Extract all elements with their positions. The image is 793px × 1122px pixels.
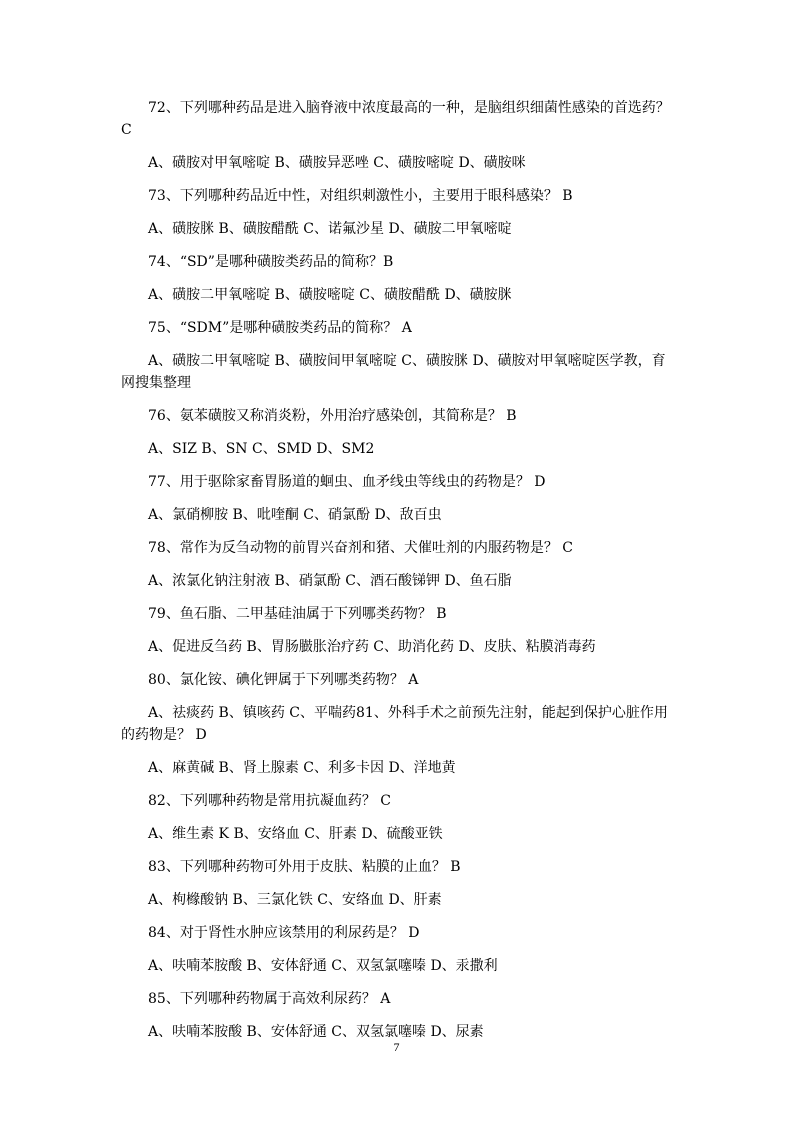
question-74: 74、“SD”是哪种磺胺类药品的简称？B (148, 254, 394, 270)
question-80: 80、氯化铵、碘化钾属于下列哪类药物？ A (148, 672, 419, 688)
question-73: 73、下列哪种药品近中性，对组织刺激性小，主要用于眼科感染？ B (148, 188, 573, 204)
options-82: A、维生素 K B、安络血 C、肝素 D、硫酸亚铁 (148, 826, 443, 842)
question-85: 85、下列哪种药物属于高效利尿药？ A (148, 991, 391, 1007)
options-85: A、呋喃苯胺酸 B、安体舒通 C、双氢氯噻嗪 D、尿素 (148, 1024, 484, 1040)
question-76: 76、氨苯磺胺又称消炎粉，外用治疗感染创，其简称是？ B (148, 408, 517, 424)
options-73: A、磺胺脒 B、磺胺醋酰 C、诺氟沙星 D、磺胺二甲氧嘧啶 (148, 221, 512, 237)
options-77: A、氯硝柳胺 B、吡喹酮 C、硝氯酚 D、敌百虫 (148, 507, 442, 523)
options-75: A、磺胺二甲氧嘧啶 B、磺胺间甲氧嘧啶 C、磺胺脒 D、磺胺对甲氧嘧啶医学教，育网搜集整理 (121, 353, 666, 391)
page-content (121, 97, 676, 1054)
options-81: A、麻黄碱 B、肾上腺素 C、利多卡因 D、洋地黄 (148, 760, 456, 776)
options-79: A、促进反刍药 B、胃肠臌胀治疗药 C、助消化药 D、皮肤、粘膜消毒药 (148, 639, 596, 655)
question-78: 78、常作为反刍动物的前胃兴奋剂和猪、犬催吐剂的内服药物是？ C (148, 540, 573, 556)
options-74: A、磺胺二甲氧嘧啶 B、磺胺嘧啶 C、磺胺醋酰 D、磺胺脒 (148, 287, 512, 303)
options-78: A、浓氯化钠注射液 B、硝氯酚 C、酒石酸锑钾 D、鱼石脂 (148, 573, 512, 589)
options-84: A、呋喃苯胺酸 B、安体舒通 C、双氢氯噻嗪 D、汞撒利 (148, 958, 498, 974)
options-80-question-81: A、祛痰药 B、镇咳药 C、平喘药81、外科手术之前预先注射，能起到保护心脏作用的药物是？ D (121, 705, 668, 743)
question-77: 77、用于驱除家畜胃肠道的蛔虫、血矛线虫等线虫的药物是？ D (148, 474, 546, 490)
question-82: 82、下列哪种药物是常用抗凝血药？ C (148, 793, 391, 809)
question-84: 84、对于肾性水肿应该禁用的利尿药是？ D (148, 925, 420, 941)
options-83: A、枸橼酸钠 B、三氯化铁 C、安络血 D、肝素 (148, 892, 442, 908)
options-72: A、磺胺对甲氧嘧啶 B、磺胺异恶唑 C、磺胺嘧啶 D、磺胺咪 (148, 155, 526, 171)
question-75: 75、“SDM”是哪种磺胺类药品的简称？ A (148, 320, 412, 336)
question-83: 83、下列哪种药物可外用于皮肤、粘膜的止血？ B (148, 859, 461, 875)
question-79: 79、鱼石脂、二甲基硅油属于下列哪类药物？ B (148, 606, 447, 622)
question-72: 72、下列哪种药品是进入脑脊液中浓度最高的一种，是脑组织细菌性感染的首选药？C (121, 100, 670, 138)
options-76: A、SIZ B、SN C、SMD D、SM2 (148, 441, 375, 457)
page-number: 7 (393, 1040, 400, 1054)
